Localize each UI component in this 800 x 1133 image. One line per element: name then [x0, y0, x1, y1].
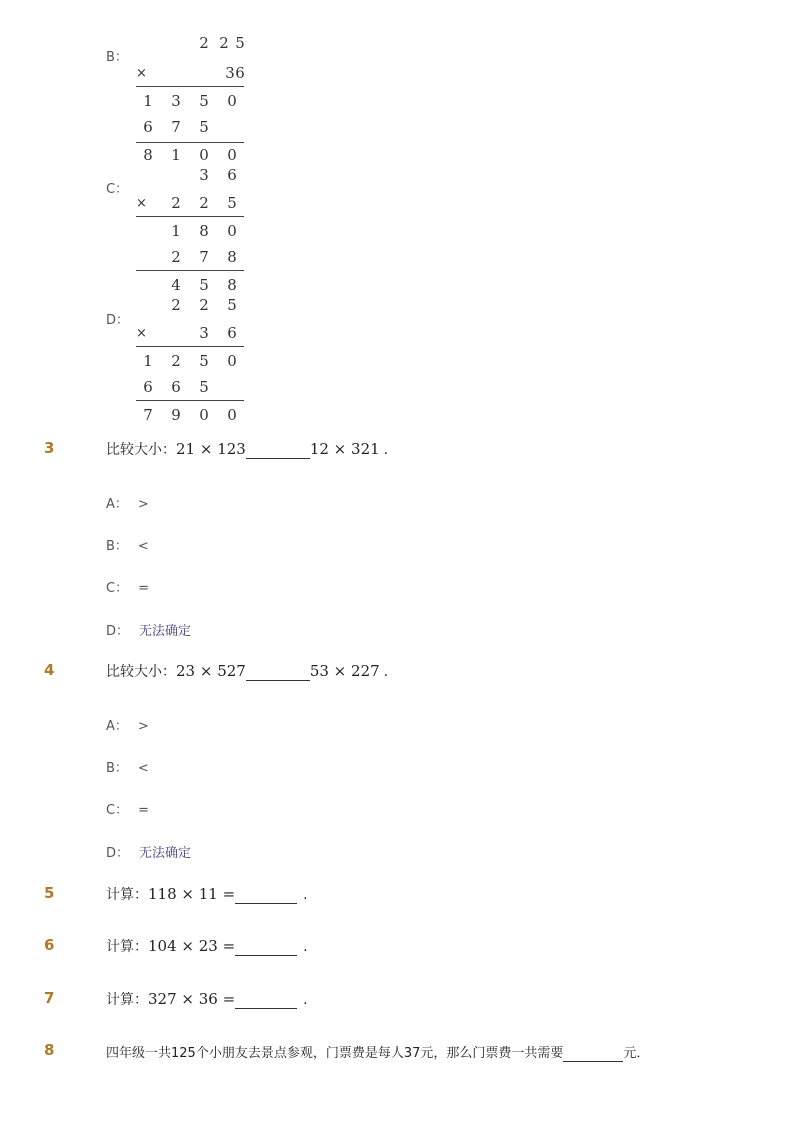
- question-text: 计算：327 × 36 = .: [106, 990, 308, 1008]
- rule-line: [136, 216, 244, 217]
- calc-row: 6 6 5: [143, 378, 209, 396]
- calc-row: 3 6: [199, 166, 237, 184]
- answer-blank[interactable]: [246, 442, 310, 459]
- answer-blank[interactable]: [246, 664, 310, 681]
- option-label: D：: [106, 313, 130, 328]
- option-label: C：: [106, 182, 129, 197]
- rule-line: [136, 270, 244, 271]
- question-text: 比较大小：23 × 527 53 × 227 .: [106, 662, 389, 680]
- calc-row: 4 5 8: [171, 276, 237, 294]
- calc-row: × 2 2 5: [136, 194, 237, 212]
- question-number: 3: [44, 439, 55, 457]
- choice-c[interactable]: C： =: [106, 803, 149, 818]
- choice-d[interactable]: D： 无法确定: [106, 846, 192, 861]
- choice-a[interactable]: A： >: [106, 719, 149, 734]
- rule-line: [136, 400, 244, 401]
- answer-blank[interactable]: [235, 887, 297, 904]
- calc-row: × 3 6: [136, 64, 245, 82]
- rule-line: [136, 142, 244, 143]
- question-number: 4: [44, 661, 55, 679]
- answer-blank[interactable]: [235, 939, 297, 956]
- answer-blank[interactable]: [235, 992, 297, 1009]
- question-text: 计算：104 × 23 = .: [106, 937, 308, 955]
- multiply-sign: ×: [136, 196, 147, 211]
- choice-a[interactable]: A： >: [106, 497, 149, 512]
- question-number: 7: [44, 989, 55, 1007]
- answer-blank[interactable]: [563, 1046, 623, 1062]
- question-text: 计算：118 × 11 = .: [106, 885, 308, 903]
- question-number: 8: [44, 1041, 55, 1059]
- question-text: 四年级一共125个小朋友去景点参观，门票费是每人37元，那么门票费一共需要 元．: [106, 1046, 650, 1061]
- choice-c[interactable]: C： =: [106, 581, 149, 596]
- calc-row: 1 3 5 0: [143, 92, 237, 110]
- calc-row: 2 7 8: [171, 248, 237, 266]
- calc-row: × 3 6: [136, 324, 237, 342]
- calc-row: 6 7 5: [143, 118, 209, 136]
- option-label: B：: [106, 50, 128, 65]
- choice-b[interactable]: B： <: [106, 761, 149, 776]
- question-number: 5: [44, 884, 55, 902]
- question-text: 比较大小：21 × 123 12 × 321 .: [106, 440, 389, 458]
- rule-line: [136, 346, 244, 347]
- calc-row: 8 1 0 0: [143, 146, 237, 164]
- multiply-sign: ×: [136, 66, 147, 81]
- multiply-sign: ×: [136, 326, 147, 341]
- calc-row: 7 9 0 0: [143, 406, 237, 424]
- choice-d[interactable]: D： 无法确定: [106, 624, 192, 639]
- calc-row: 1 8 0: [171, 222, 237, 240]
- calc-row: 2 2 5: [199, 34, 245, 52]
- calc-row: 2 2 5: [171, 296, 237, 314]
- calc-row: 1 2 5 0: [143, 352, 237, 370]
- choice-b[interactable]: B： <: [106, 539, 149, 554]
- rule-line: [136, 86, 244, 87]
- question-number: 6: [44, 936, 55, 954]
